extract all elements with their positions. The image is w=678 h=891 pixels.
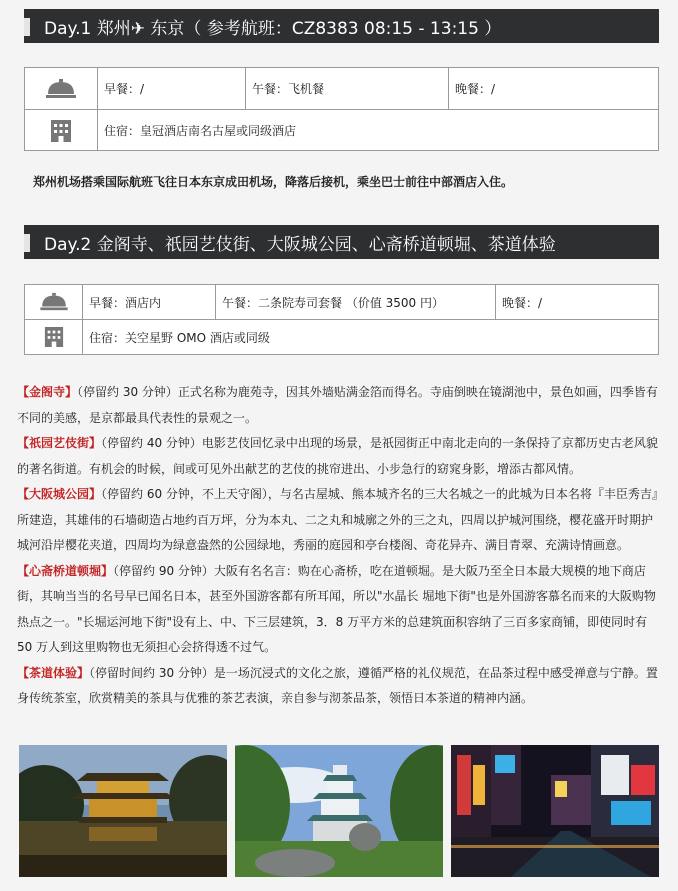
hotel-icon: [44, 326, 64, 348]
section-text: （停留约 30 分钟）正式名称为鹿苑寺，因其外墙贴满金箔而得名。寺庙倒映在镜湖池中，景色如画，四季皆有不同的美感，是京都最具代表性的景观之一。: [17, 385, 658, 425]
meal-icon-cell: [25, 285, 82, 319]
section-text: （停留约 60 分钟，不上天守阁），与名古屋城、熊本城齐名的三大名城之一的此城为日本名将『丰臣秀吉』所建造，其雄伟的石墙砌造占地约百万坪，分为本丸、二之丸和城廓之外的三之丸，四周以护城河围绕，樱花盛开时期护城河沿岸樱花夹道，四周均为绿意盎然的公园绿地，秀丽的庭园和亭台楼阁、奇花异卉、满目青翠、充满诗情画意。: [17, 487, 658, 552]
day2-hotel: 住宿：关空星野 OMO 酒店或同级: [82, 320, 658, 354]
meal-icon-cell: [25, 68, 97, 109]
section-label: 【金阁寺】: [17, 385, 78, 399]
section-label: 【茶道体验】: [17, 665, 90, 680]
day1-breakfast: 早餐：/: [97, 68, 245, 109]
day2-info-table: [24, 284, 659, 355]
day2-lunch: 午餐：二条院寿司套餐 （价值 3500 円）: [215, 285, 495, 319]
day1-title: Day.1 郑州✈ 东京（ 参考航班：CZ8383 08:15 - 13:15 ）: [44, 18, 502, 39]
day2-sections: [17, 380, 660, 712]
photo-kinkakuji: [19, 745, 227, 877]
section-label: 【祇园艺伎街】: [17, 436, 102, 450]
day1-banner: [24, 9, 659, 43]
day1-hotel: 住宿：皇冠酒店南名古屋或同级酒店: [97, 110, 658, 151]
banner-marker: [24, 234, 30, 252]
section-text: （停留时间约 30 分钟）是一场沉浸式的文化之旅，遵循严格的礼仪规范，在品茶过程中感受禅意与宁静。置身传统茶室，欣赏精美的茶具与优雅的茶艺表演，亲自参与沏茶品茶，领悟日本茶道的精神内涵。: [17, 665, 658, 705]
hotel-icon-cell: [25, 320, 82, 354]
banner-marker: [24, 18, 30, 36]
section-label: 【心斋桥道顿堀】: [17, 563, 114, 578]
day1-dinner: 晚餐：/: [448, 68, 658, 109]
section-text: （停留约 90 分钟）大阪有名名言：购在心斋桥，吃在道顿堀。是大阪乃至全日本最大规模的地下商店街，其响当当的名号早已闻名日本，甚至外国游客都有所耳闻，所以"水晶长 堀地下街"也是外国游客慕名而来的大阪购物热点之一。"长堀运河地下街"设有上、中、下三层建筑，3．8 万平方米的总建筑面积容纳了三百多家商铺，即使同时有 50 万人到这里购物也无须担心会挤得透不过气。: [17, 563, 656, 654]
section-label: 【大阪城公园】: [17, 487, 102, 501]
food-cloche-icon: [39, 292, 69, 312]
photo-osaka-castle: [235, 745, 443, 877]
section-shinsaibashi: [17, 559, 660, 661]
section-gion: [17, 431, 660, 482]
photo-dotonbori: [451, 745, 659, 877]
section-osaka-castle: [17, 482, 660, 559]
section-kinkakuji: [17, 380, 660, 431]
day2-banner: [24, 225, 659, 259]
food-cloche-icon: [45, 78, 77, 100]
day2-title: Day.2 金阁寺、祇园艺伎街、大阪城公园、心斋桥道顿堀、茶道体验: [44, 234, 556, 255]
day2-breakfast: 早餐：酒店内: [82, 285, 215, 319]
day1-description: 郑州机场搭乘国际航班飞往日本东京成田机场，降落后接机，乘坐巴士前往中部酒店入住。: [33, 175, 514, 189]
day2-dinner: 晚餐：/: [495, 285, 658, 319]
day1-lunch: 午餐：飞机餐: [245, 68, 448, 109]
section-text: （停留约 40 分钟）电影艺伎回忆录中出现的场景，是祇园街正中南北走向的一条保持了京都历史古老风貌的著名街道。有机会的时候，间或可见外出献艺的艺伎的挑帘进出、小步急行的窈窕身影，增添古都风情。: [17, 436, 658, 476]
hotel-icon-cell: [25, 110, 97, 151]
day1-info-table: [24, 67, 659, 151]
section-tea-ceremony: [17, 661, 660, 712]
hotel-icon: [50, 119, 72, 143]
